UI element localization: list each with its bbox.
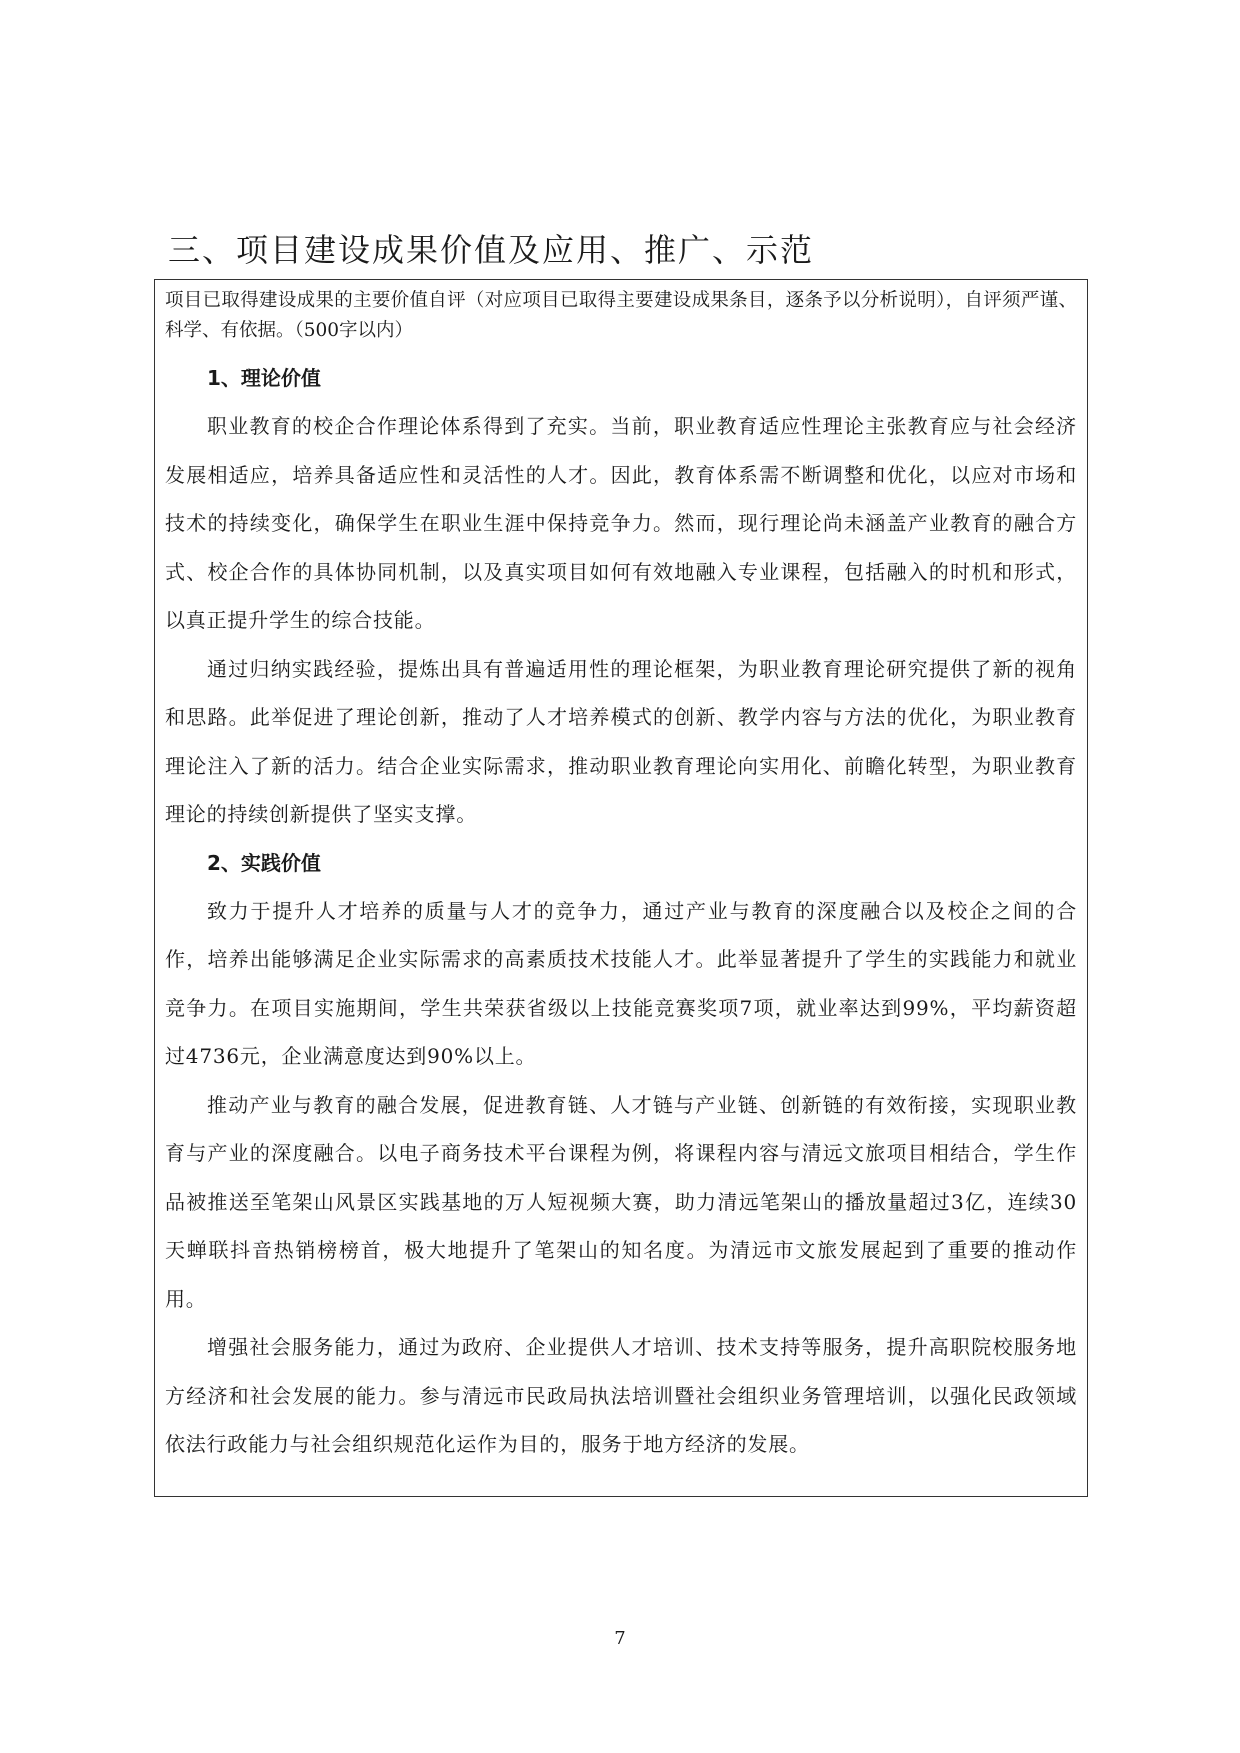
prompt-text: 项目已取得建设成果的主要价值自评（对应项目已取得主要建设成果条目，逐条予以分析说明），自评须严谨、科学、有依据。（500字以内）	[165, 290, 1077, 341]
heading-theoretical-value: 1、理论价值	[207, 366, 321, 390]
heading-practical-value: 2、实践价值	[207, 850, 321, 875]
paragraph: 通过归纳实践经验，提炼出具有普遍适用性的理论框架，为职业教育理论研究提供了新的视角和思路。此举促进了理论创新，推动了人才培养模式的创新、教学内容与方法的优化，为职业教育理论注入了新的活力。结合企业实际需求，推动职业教育理论向实用化、前瞻化转型，为职业教育理论的持续创新提供了坚实支撑。	[165, 656, 1077, 826]
section-title: 三、项目建设成果价值及应用、推广、示范	[168, 231, 815, 269]
page-number: 7	[614, 1628, 626, 1649]
paragraph: 推动产业与教育的融合发展，促进教育链、人才链与产业链、创新链的有效衔接，实现职业教育与产业的深度融合。以电子商务技术平台课程为例，将课程内容与清远文旅项目相结合，学生作品被推送至笔架山风景区实践基地的万人短视频大赛，助力清远笔架山的播放量超过3亿，连续30天蝉联抖音热销榜榜首，极大地提升了笔架山的知名度。为清远市文旅发展起到了重要的推动作用。	[165, 1092, 1077, 1311]
paragraph: 增强社会服务能力，通过为政府、企业提供人才培训、技术支持等服务，提升高职院校服务地方经济和社会发展的能力。参与清远市民政局执法培训暨社会组织业务管理培训，以强化民政领域依法行政能力与社会组织规范化运作为目的，服务于地方经济的发展。	[165, 1335, 1077, 1456]
paragraph: 致力于提升人才培养的质量与人才的竞争力，通过产业与教育的深度融合以及校企之间的合作，培养出能够满足企业实际需求的高素质技术技能人才。此举显著提升了学生的实践能力和就业竞争力。在项目实施期间，学生共荣获省级以上技能竞赛奖项7项，就业率达到99%，平均薪资超过4736元，企业满意度达到90%以上。	[165, 898, 1077, 1068]
assessment-box	[154, 279, 1088, 1497]
paragraph: 职业教育的校企合作理论体系得到了充实。当前，职业教育适应性理论主张教育应与社会经济发展相适应，培养具备适应性和灵活性的人才。因此，教育体系需不断调整和优化，以应对市场和技术的持续变化，确保学生在职业生涯中保持竞争力。然而，现行理论尚未涵盖产业教育的融合方式、校企合作的具体协同机制，以及真实项目如何有效地融入专业课程，包括融入的时机和形式，以真正提升学生的综合技能。	[165, 414, 1077, 632]
assessment-content	[165, 286, 1077, 1469]
